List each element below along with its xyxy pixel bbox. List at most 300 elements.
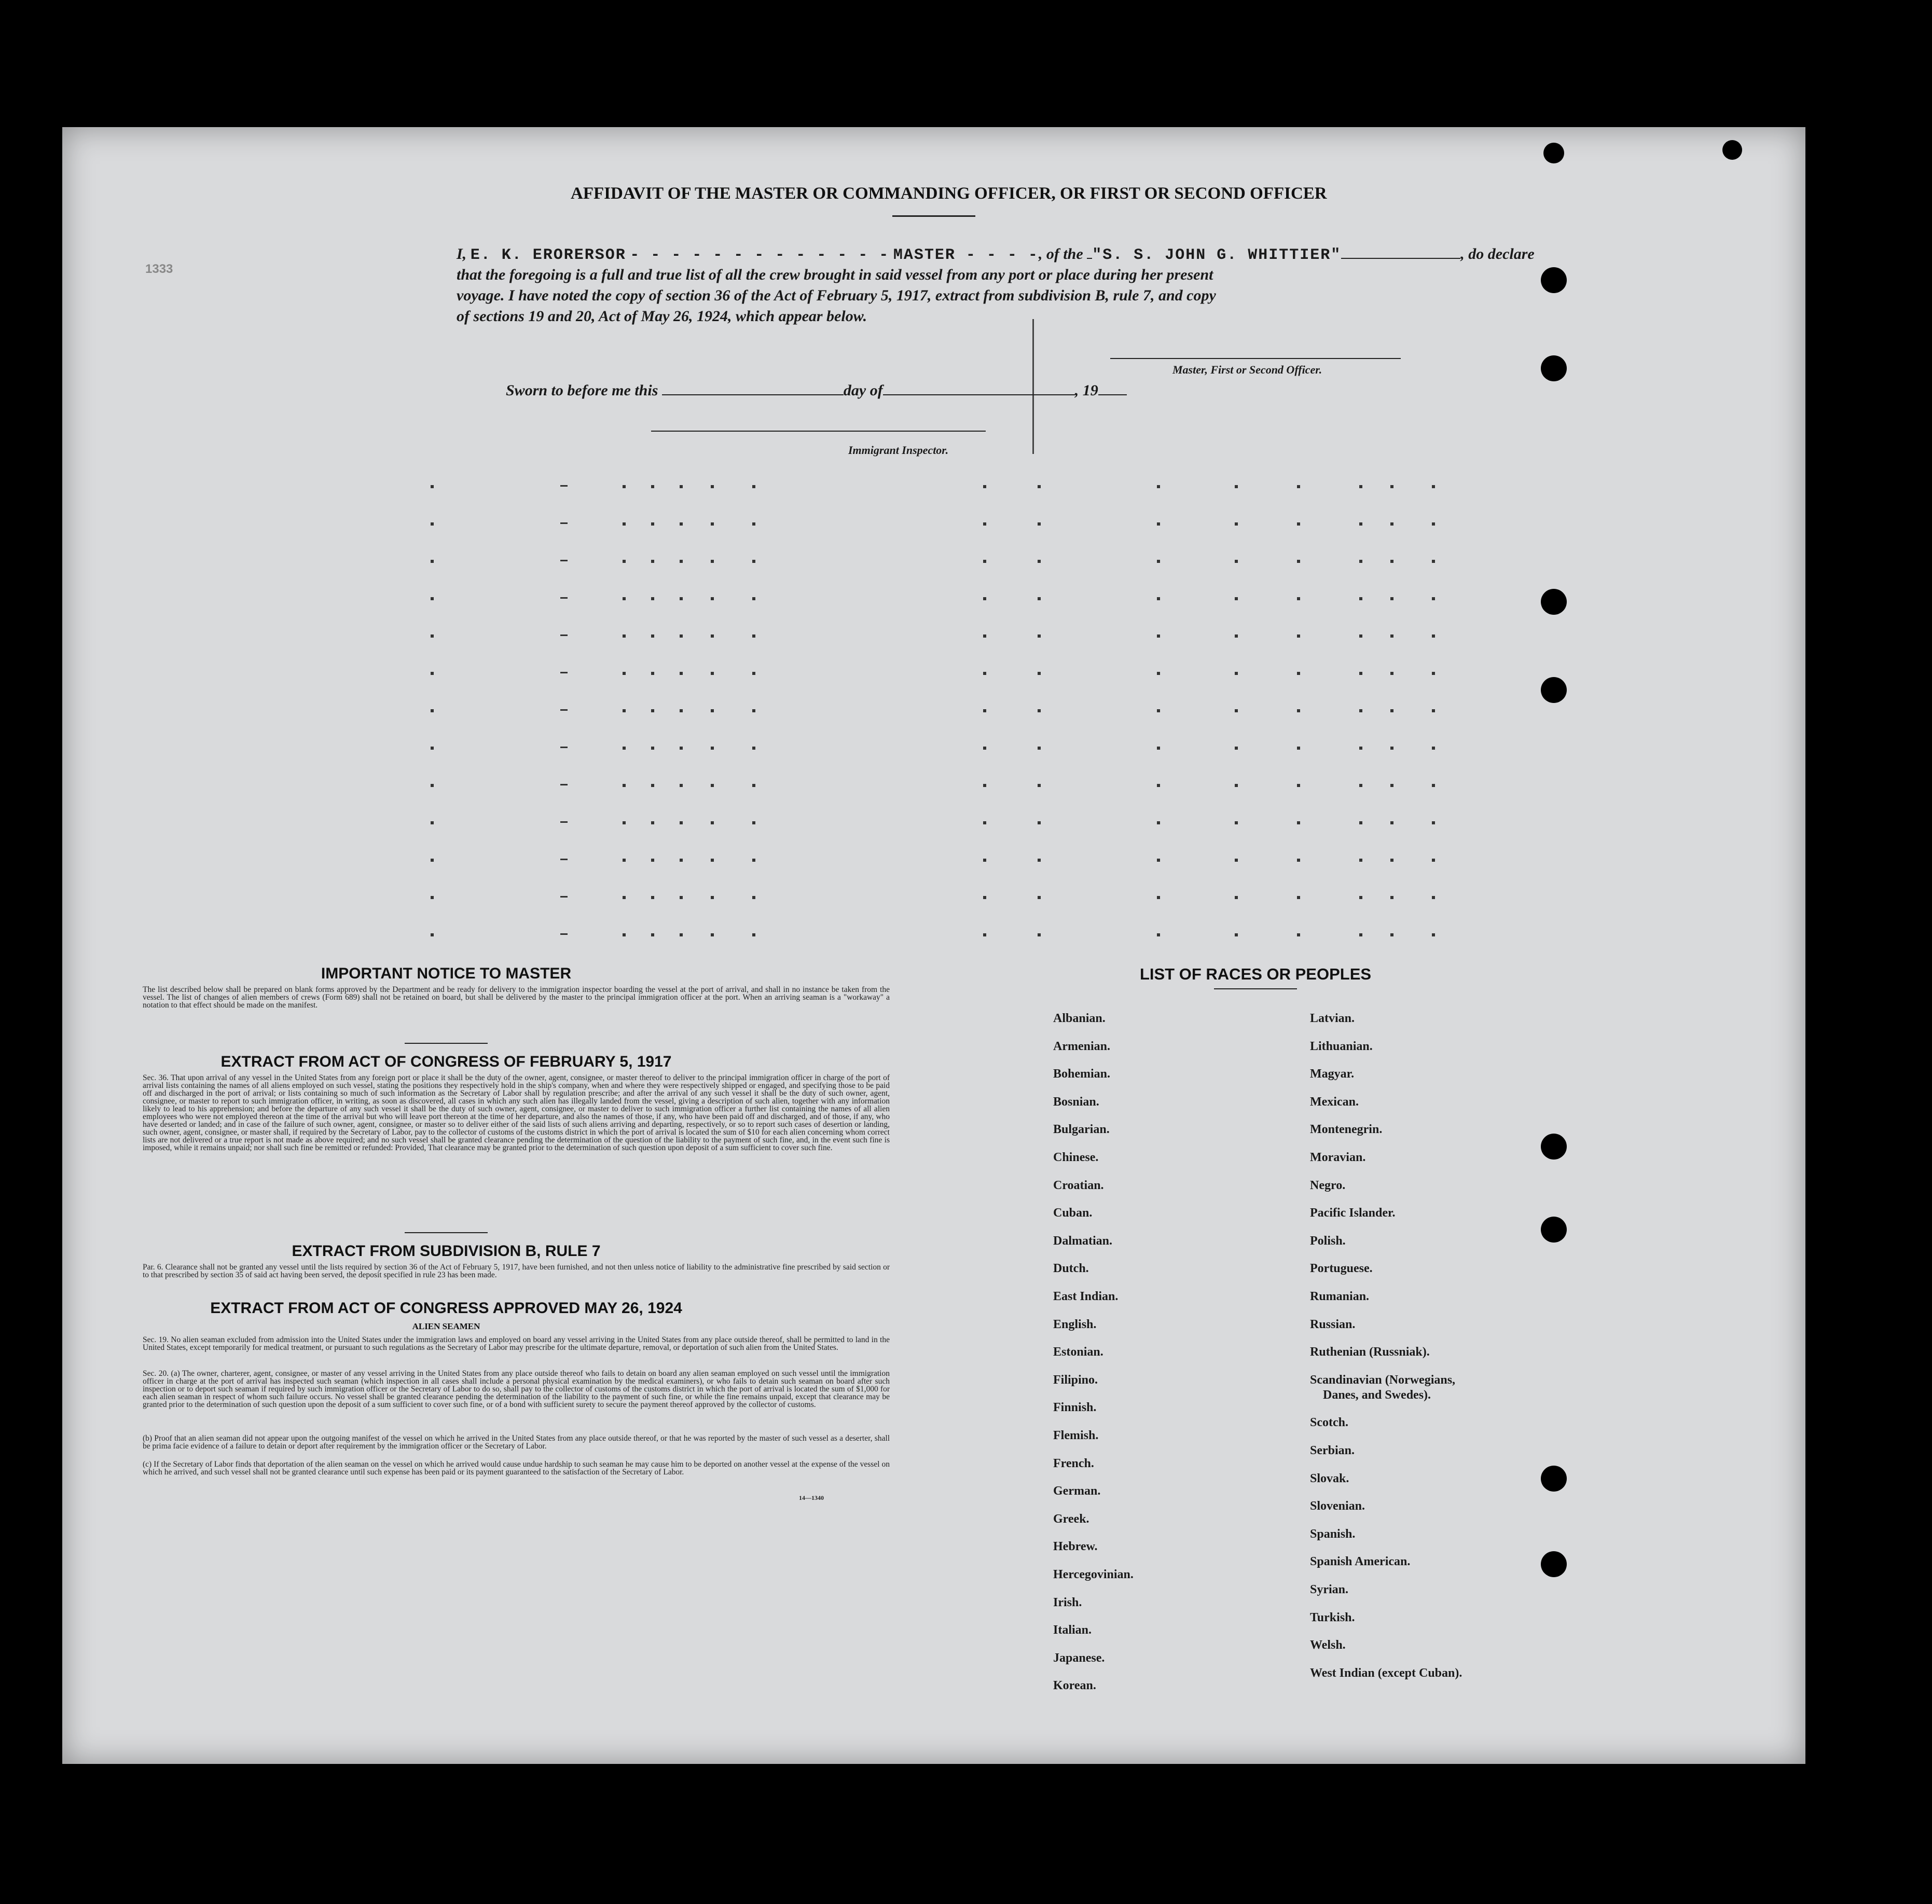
race-item: Croatian.	[1053, 1178, 1104, 1192]
punch-hole	[1541, 267, 1567, 293]
table-dot	[651, 747, 654, 750]
table-dot	[1390, 597, 1393, 600]
table-dot	[1157, 634, 1160, 638]
table-dot	[560, 485, 568, 487]
table-dot	[623, 896, 626, 899]
table-dot	[1359, 672, 1362, 675]
table-dot	[560, 672, 568, 673]
table-dot	[752, 597, 755, 600]
race-item: Pacific Islander.	[1310, 1206, 1396, 1220]
notice-title: IMPORTANT NOTICE TO MASTER	[321, 965, 572, 982]
table-dot	[560, 784, 568, 785]
table-dot	[1432, 560, 1435, 563]
table-dot	[752, 560, 755, 563]
sec20c-text: (c) If the Secretary of Labor finds that deportation of the alien seaman on the vessel on which he arrived would cause undue hardship to such seaman he may cause him to be deported on another vessel at the expense of the vessel on which he arrived, and such vessel shall not be granted clearance until such expense has been paid or its payment guaranteed to the satisfaction of the Secretary of Labor.	[143, 1460, 890, 1477]
divider	[405, 1232, 488, 1233]
table-dot	[623, 859, 626, 862]
table-dot	[651, 821, 654, 824]
sworn-line	[506, 380, 1575, 401]
do-declare-text: , do declare	[1460, 245, 1535, 263]
table-dot	[711, 597, 714, 600]
punch-hole	[1541, 677, 1567, 703]
table-dot	[1390, 560, 1393, 563]
table-dot	[1390, 634, 1393, 638]
table-dot	[1390, 859, 1393, 862]
table-dot	[983, 933, 986, 936]
race-item: Latvian.	[1310, 1012, 1355, 1025]
table-dot	[431, 933, 434, 936]
punch-hole	[1722, 140, 1742, 160]
race-item: Dutch.	[1053, 1262, 1089, 1276]
race-item: Negro.	[1310, 1178, 1346, 1192]
table-dot	[623, 672, 626, 675]
table-dot	[651, 933, 654, 936]
table-dot	[1038, 821, 1041, 824]
race-item: Dalmatian.	[1053, 1234, 1112, 1248]
table-dot	[1432, 859, 1435, 862]
table-dot	[1297, 784, 1300, 787]
table-dot	[1038, 896, 1041, 899]
table-dot	[623, 485, 626, 488]
table-dot	[1390, 784, 1393, 787]
punch-hole	[1541, 355, 1567, 381]
declaration-line-1	[457, 244, 1535, 266]
punch-hole	[1541, 1551, 1567, 1577]
table-dot	[711, 709, 714, 712]
extract-1917-title: EXTRACT FROM ACT OF CONGRESS OF FEBRUARY 5, 1917	[220, 1053, 672, 1070]
table-dot	[1157, 485, 1160, 488]
punch-hole	[1543, 143, 1564, 163]
table-dot	[651, 522, 654, 526]
table-dot	[983, 896, 986, 899]
table-dot	[431, 859, 434, 862]
table-dot	[1157, 709, 1160, 712]
table-dot	[752, 933, 755, 936]
table-dot	[651, 859, 654, 862]
table-dot	[1157, 821, 1160, 824]
table-dot	[1038, 709, 1041, 712]
master-title: MASTER - - - -	[893, 246, 1039, 264]
table-dot	[1432, 634, 1435, 638]
race-item: West Indian (except Cuban).	[1310, 1666, 1462, 1680]
table-dot	[623, 522, 626, 526]
table-dot	[1297, 672, 1300, 675]
table-dot	[752, 896, 755, 899]
race-item: Hebrew.	[1053, 1540, 1098, 1554]
table-dot	[431, 821, 434, 824]
table-dot	[711, 747, 714, 750]
race-item: Slovenian.	[1310, 1499, 1365, 1513]
notice-text: The list described below shall be prepared on blank forms approved by the Department and be ready for delivery to the immigration inspector boarding the vessel at the port of arrival, and shall in no instance be taken from the vessel. The list of changes of alien members of crews (Form 689) shall not be retained on board, but shall be delivered by the master to the principal immigration officer at the port. When an arriving seaman is a "workaway" a notation to that effect should be made on the manifest.	[143, 985, 890, 1010]
extract-1924-title: EXTRACT FROM ACT OF CONGRESS APPROVED MAY 26, 1924	[210, 1300, 682, 1317]
table-dot	[1038, 784, 1041, 787]
sec19-text: Sec. 19. No alien seaman excluded from admission into the United States under the immigration laws and employed on board any vessel arriving in the United States from any place outside thereof, shall be permitted to land in the United States, except temporarily for medical treatment, or pursuant to such regulations as the Secretary of Labor may prescribe for the ultimate departure, removal, or deportation of such alien from the United States.	[143, 1335, 890, 1352]
race-item: Turkish.	[1310, 1610, 1355, 1624]
of-the-text: , of the	[1038, 245, 1083, 263]
master-signature-line	[1110, 358, 1401, 359]
table-dot	[1157, 933, 1160, 936]
table-dot	[1038, 933, 1041, 936]
table-dot	[560, 933, 568, 935]
table-dot	[1432, 747, 1435, 750]
table-dot	[752, 485, 755, 488]
table-dot	[680, 672, 683, 675]
table-dot	[651, 672, 654, 675]
table-dot	[1297, 709, 1300, 712]
race-item: Rumanian.	[1310, 1290, 1370, 1303]
table-dot	[1157, 672, 1160, 675]
declaration-line-4: of sections 19 and 20, Act of May 26, 1924, which appear below.	[457, 308, 867, 325]
race-item: Serbian.	[1310, 1444, 1355, 1457]
race-item: Bulgarian.	[1053, 1123, 1110, 1137]
sec20b-text: (b) Proof that an alien seaman did not appear upon the outgoing manifest of the vessel on which he arrived in the United States from any place outside thereof, or that he was reported by the master of such vessel as a deserter, shall be prima facie evidence of a failure to detain or deport after requirement by the immigration officer or the Secretary of Labor.	[143, 1434, 890, 1451]
inspector-signature-line	[651, 431, 986, 432]
race-item: Spanish.	[1310, 1527, 1356, 1541]
table-dot	[1390, 485, 1393, 488]
margin-mark: 1333	[145, 262, 173, 276]
race-item: Albanian.	[1053, 1012, 1106, 1025]
table-dot	[1235, 821, 1238, 824]
race-item: Estonian.	[1053, 1345, 1103, 1359]
table-dot	[1038, 560, 1041, 563]
race-item: Portuguese.	[1310, 1262, 1373, 1276]
punch-hole	[1541, 1217, 1567, 1243]
table-dot	[1297, 896, 1300, 899]
race-item: Armenian.	[1053, 1039, 1110, 1053]
table-dot	[680, 933, 683, 936]
race-item: Bosnian.	[1053, 1095, 1099, 1109]
table-dot	[1235, 485, 1238, 488]
table-dot	[1038, 522, 1041, 526]
table-dot	[1235, 747, 1238, 750]
table-dot	[560, 560, 568, 561]
table-dot	[1235, 896, 1238, 899]
table-dot	[1359, 522, 1362, 526]
races-title: LIST OF RACES OR PEOPLES	[1139, 965, 1372, 983]
table-dot	[1390, 747, 1393, 750]
table-dot	[752, 859, 755, 862]
table-dot	[680, 597, 683, 600]
table-dot	[983, 597, 986, 600]
race-item: Montenegrin.	[1310, 1123, 1383, 1137]
table-dot	[1359, 821, 1362, 824]
table-dot	[1390, 896, 1393, 899]
extract-rule7-title: EXTRACT FROM SUBDIVISION B, RULE 7	[292, 1243, 601, 1260]
table-dot	[1359, 859, 1362, 862]
table-dot	[1157, 597, 1160, 600]
table-dot	[651, 896, 654, 899]
race-item: German.	[1053, 1484, 1101, 1498]
race-item: East Indian.	[1053, 1290, 1119, 1303]
sworn-year-blank	[1098, 394, 1127, 395]
table-dot	[711, 522, 714, 526]
table-dot	[752, 821, 755, 824]
table-dot	[431, 560, 434, 563]
table-dot	[1235, 672, 1238, 675]
table-dot	[711, 821, 714, 824]
race-item: Japanese.	[1053, 1651, 1105, 1665]
table-dot	[623, 784, 626, 787]
table-dot	[651, 485, 654, 488]
table-dot	[680, 859, 683, 862]
race-item: Hercegovinian.	[1053, 1568, 1134, 1581]
table-dot	[983, 522, 986, 526]
table-dot	[1390, 821, 1393, 824]
table-dot	[680, 485, 683, 488]
race-item: Filipino.	[1053, 1373, 1098, 1387]
table-dot	[623, 933, 626, 936]
race-item: Italian.	[1053, 1623, 1092, 1637]
master-name: E. K. ERORERSOR	[470, 246, 626, 264]
race-item: Ruthenian (Russniak).	[1310, 1345, 1430, 1359]
race-item: Scotch.	[1310, 1416, 1348, 1430]
punch-hole	[1541, 589, 1567, 615]
table-dot	[752, 747, 755, 750]
table-dot	[560, 709, 568, 711]
table-dot	[1432, 672, 1435, 675]
sworn-month-blank	[883, 394, 1075, 395]
table-dot	[1235, 859, 1238, 862]
table-dot	[752, 522, 755, 526]
table-dot	[1359, 933, 1362, 936]
extract-1917-text: Sec. 36. That upon arrival of any vessel in the United States from any foreign port or place it shall be the duty of the owner, agent, consignee, or master thereof to deliver to the principal immigration officer in charge of the port of arrival lists containing the names of all aliens employed on such vessel, stating the positions they respectively hold in the ship's company, when and where they were respectively shipped or engaged, and specifying those to be paid off and discharged in the port of arrival; or lists containing so much of such information as the Secretary of Labor shall by regulation prescribe; and after the arrival of any such vessel it shall be the duty of such owner, agent, consignee, or master to report to such immigration officer, in writing, as soon as discovered, all cases in which any such alien has illegally landed from the vessel, giving a description of such alien, together with any information likely to lead to his apprehension; and before the departure of any such vessel it shall be the duty of such owner, agent, consignee, or master to deliver to such immigration officer a further list containing the names of all alien employees who were not employed thereon at the time of the arrival but who will leave port thereon at the time of her departure, and also the names of those, if any, who have been paid off and discharged, and of those, if any, who have deserted or landed; and in case of the failure of such owner, agent, consignee, or master so to deliver either of the said lists of such aliens arriving and departing, respectively, or so to report such cases of desertion or landing, such owner, agent, consignee, or master shall, if required by the Secretary of Labor, pay to the collector of customs of the customs district in which the port of arrival is located the sum of $10 for each alien concerning whom correct lists are not delivered or a true report is not made as above required; and no such vessel shall be granted clearance pending the determination of the question of the liability to the payment of such fine, and, in the event such fine is imposed, while it remains unpaid; nor shall such fine be remitted or refunded: Provided, That clearance may be granted prior to the determination of such question upon deposit of a sum sufficient to cover such fine.	[143, 1073, 890, 1152]
manifest-page	[62, 127, 1805, 1764]
table-dot	[1038, 859, 1041, 862]
table-dot	[680, 709, 683, 712]
race-item: Lithuanian.	[1310, 1039, 1373, 1053]
table-dot	[1390, 672, 1393, 675]
table-dot	[983, 747, 986, 750]
table-dot	[431, 485, 434, 488]
table-dot	[1297, 933, 1300, 936]
table-dot	[1038, 634, 1041, 638]
table-dot	[623, 821, 626, 824]
table-dot	[983, 709, 986, 712]
table-dot	[680, 522, 683, 526]
table-dot	[1359, 709, 1362, 712]
sworn-day-blank	[662, 394, 844, 395]
table-dot	[680, 634, 683, 638]
table-dot	[1432, 896, 1435, 899]
table-dot	[983, 485, 986, 488]
race-item: Irish.	[1053, 1595, 1082, 1609]
vessel-name: "S. S. JOHN G. WHITTIER"	[1092, 246, 1342, 264]
table-dot	[651, 634, 654, 638]
punch-hole	[1541, 1466, 1567, 1492]
race-item: Mexican.	[1310, 1095, 1359, 1109]
sworn-year-text: , 19	[1074, 382, 1098, 399]
races-left-column	[1053, 1012, 1261, 1693]
table-dot	[431, 747, 434, 750]
table-dot	[711, 859, 714, 862]
table-dot	[1038, 672, 1041, 675]
table-dot	[560, 597, 568, 599]
table-dot	[1432, 485, 1435, 488]
table-dot	[1235, 933, 1238, 936]
sworn-day-text: day of	[843, 382, 883, 399]
race-item: Spanish American.	[1310, 1555, 1411, 1569]
master-dashes: - - - - - - - - - - - - -	[630, 246, 890, 264]
table-dot	[1390, 933, 1393, 936]
table-dot	[983, 859, 986, 862]
sec20a-text: Sec. 20. (a) The owner, charterer, agent, consignee, or master of any vessel arriving in the United States from any place outside thereof who fails to detain on board any alien seaman employed on such vessel until the immigration officer in charge at the port of arrival has inspected such seaman (which inspection in all cases shall include a personal physical examination by the medical examiners), or who fails to detain such seaman on board after such inspection or to deport such seaman if required by such immigration officer or the Secretary of Labor to do so, shall pay to the collector of customs of the customs district in which the port of arrival is located the sum of $1,000 for each alien seaman in respect of whom such failure occurs. No vessel shall be granted clearance pending the determination of the liability to the payment of such fine, or while the fine remains unpaid, except that clearance may be granted prior to the determination of such question upon the deposit of a sum sufficient to cover such fine, or of a bond with sufficient surety to secure the payment thereof approved by the collector of customs.	[143, 1369, 890, 1409]
alien-seamen-subtitle: ALIEN SEAMEN	[412, 1321, 480, 1331]
table-dot	[711, 672, 714, 675]
table-dot	[680, 896, 683, 899]
table-dot	[1157, 859, 1160, 862]
table-dot	[431, 896, 434, 899]
table-dot	[560, 821, 568, 823]
table-dot	[680, 784, 683, 787]
table-dot	[1157, 784, 1160, 787]
table-dot	[1432, 784, 1435, 787]
table-dot	[1235, 597, 1238, 600]
race-item: Finnish.	[1053, 1401, 1097, 1415]
table-dot	[1297, 821, 1300, 824]
table-dot	[651, 597, 654, 600]
table-dot	[1235, 709, 1238, 712]
table-dot	[983, 634, 986, 638]
table-dot	[431, 672, 434, 675]
table-dot	[1235, 634, 1238, 638]
table-dot	[431, 634, 434, 638]
extract-rule7-text: Par. 6. Clearance shall not be granted any vessel until the lists required by section 36 of the Act of February 5, 1917, have been furnished, and not then unless notice of liability to the administrative fine prescribed by said section or to that prescribed by section 35 of said act having been served, the deposit specified in rule 23 has been made.	[143, 1263, 890, 1279]
table-dot	[1038, 597, 1041, 600]
table-dot	[623, 634, 626, 638]
table-dot	[680, 747, 683, 750]
table-dot	[1359, 896, 1362, 899]
table-dot	[983, 784, 986, 787]
table-dot	[1297, 560, 1300, 563]
table-dot	[1235, 784, 1238, 787]
table-dot	[651, 709, 654, 712]
divider	[405, 1043, 488, 1044]
table-dot	[711, 784, 714, 787]
table-dot	[711, 933, 714, 936]
table-dot	[560, 896, 568, 898]
races-underline	[1214, 988, 1297, 989]
table-dot	[752, 709, 755, 712]
table-dot	[1235, 560, 1238, 563]
table-dot	[1359, 485, 1362, 488]
affidavit-title: AFFIDAVIT OF THE MASTER OR COMMANDING OFFICER, OR FIRST OR SECOND OFFICER	[571, 184, 1327, 203]
table-dot	[1038, 747, 1041, 750]
table-dot	[1359, 560, 1362, 563]
table-dot	[623, 747, 626, 750]
table-dot	[680, 560, 683, 563]
master-signature-label: Master, First or Second Officer.	[1172, 363, 1322, 376]
table-dot	[752, 784, 755, 787]
table-dot	[983, 560, 986, 563]
table-dot	[1359, 747, 1362, 750]
race-item: Syrian.	[1310, 1583, 1349, 1596]
table-dot	[1432, 522, 1435, 526]
table-dot	[1390, 709, 1393, 712]
table-dot	[1297, 597, 1300, 600]
table-dot	[1297, 859, 1300, 862]
table-dot	[1297, 485, 1300, 488]
race-item: Scandinavian (Norwegians,	[1310, 1373, 1456, 1387]
race-item: Magyar.	[1310, 1067, 1355, 1081]
table-dot	[1359, 634, 1362, 638]
table-dot	[1157, 747, 1160, 750]
table-dot	[1297, 522, 1300, 526]
table-dot	[1432, 597, 1435, 600]
table-dot	[651, 784, 654, 787]
race-item: Greek.	[1053, 1512, 1089, 1526]
race-item: Flemish.	[1053, 1429, 1099, 1442]
race-item: Russian.	[1310, 1317, 1356, 1331]
table-dot	[1157, 522, 1160, 526]
table-dot	[1432, 821, 1435, 824]
declaration-line-2: that the foregoing is a full and true list of all the crew brought in said vessel from any port or place during her present	[457, 266, 1213, 283]
race-item: Danes, and Swedes).	[1323, 1388, 1431, 1402]
race-item: French.	[1053, 1456, 1094, 1470]
table-dot	[560, 522, 568, 524]
table-dot	[983, 672, 986, 675]
declaration-line-3: voyage. I have noted the copy of section 36 of the Act of February 5, 1917, extract from subdivision B, rule 7, and copy	[457, 287, 1216, 304]
table-dot	[623, 597, 626, 600]
inspector-label: Immigrant Inspector.	[848, 444, 949, 457]
race-item: Welsh.	[1310, 1638, 1346, 1652]
table-dot	[1359, 597, 1362, 600]
table-dot	[711, 485, 714, 488]
table-dot	[560, 634, 568, 636]
table-dot	[1432, 933, 1435, 936]
table-dot	[431, 597, 434, 600]
table-dot	[431, 784, 434, 787]
race-item: Bohemian.	[1053, 1067, 1111, 1081]
table-dot	[1038, 485, 1041, 488]
table-dot	[560, 747, 568, 748]
race-item: English.	[1053, 1317, 1097, 1331]
table-dot	[651, 560, 654, 563]
table-dot	[752, 634, 755, 638]
table-dot	[623, 709, 626, 712]
title-underline	[892, 215, 975, 217]
table-dot	[623, 560, 626, 563]
sworn-prefix: Sworn to before me this	[506, 382, 658, 399]
table-dot	[680, 821, 683, 824]
table-dot	[1359, 784, 1362, 787]
table-dot	[1157, 896, 1160, 899]
declaration-i: I,	[457, 245, 467, 263]
table-dot	[983, 821, 986, 824]
table-dot	[431, 709, 434, 712]
table-dot	[752, 672, 755, 675]
race-item: Slovak.	[1310, 1471, 1349, 1485]
table-dot	[1157, 560, 1160, 563]
race-item: Korean.	[1053, 1679, 1096, 1693]
form-number: 14—1340	[799, 1494, 824, 1501]
table-dot	[711, 896, 714, 899]
race-item: Polish.	[1310, 1234, 1346, 1248]
race-item: Chinese.	[1053, 1151, 1099, 1164]
race-item: Moravian.	[1310, 1151, 1366, 1164]
table-dot	[1432, 709, 1435, 712]
table-dot	[1390, 522, 1393, 526]
table-dot	[1297, 747, 1300, 750]
table-dot	[1235, 522, 1238, 526]
table-dot	[431, 522, 434, 526]
punch-hole	[1541, 1134, 1567, 1160]
table-dot	[711, 560, 714, 563]
table-dot	[1297, 634, 1300, 638]
race-item: Cuban.	[1053, 1206, 1093, 1220]
table-dot	[560, 859, 568, 860]
races-right-column	[1310, 1012, 1528, 1680]
table-dot	[711, 634, 714, 638]
